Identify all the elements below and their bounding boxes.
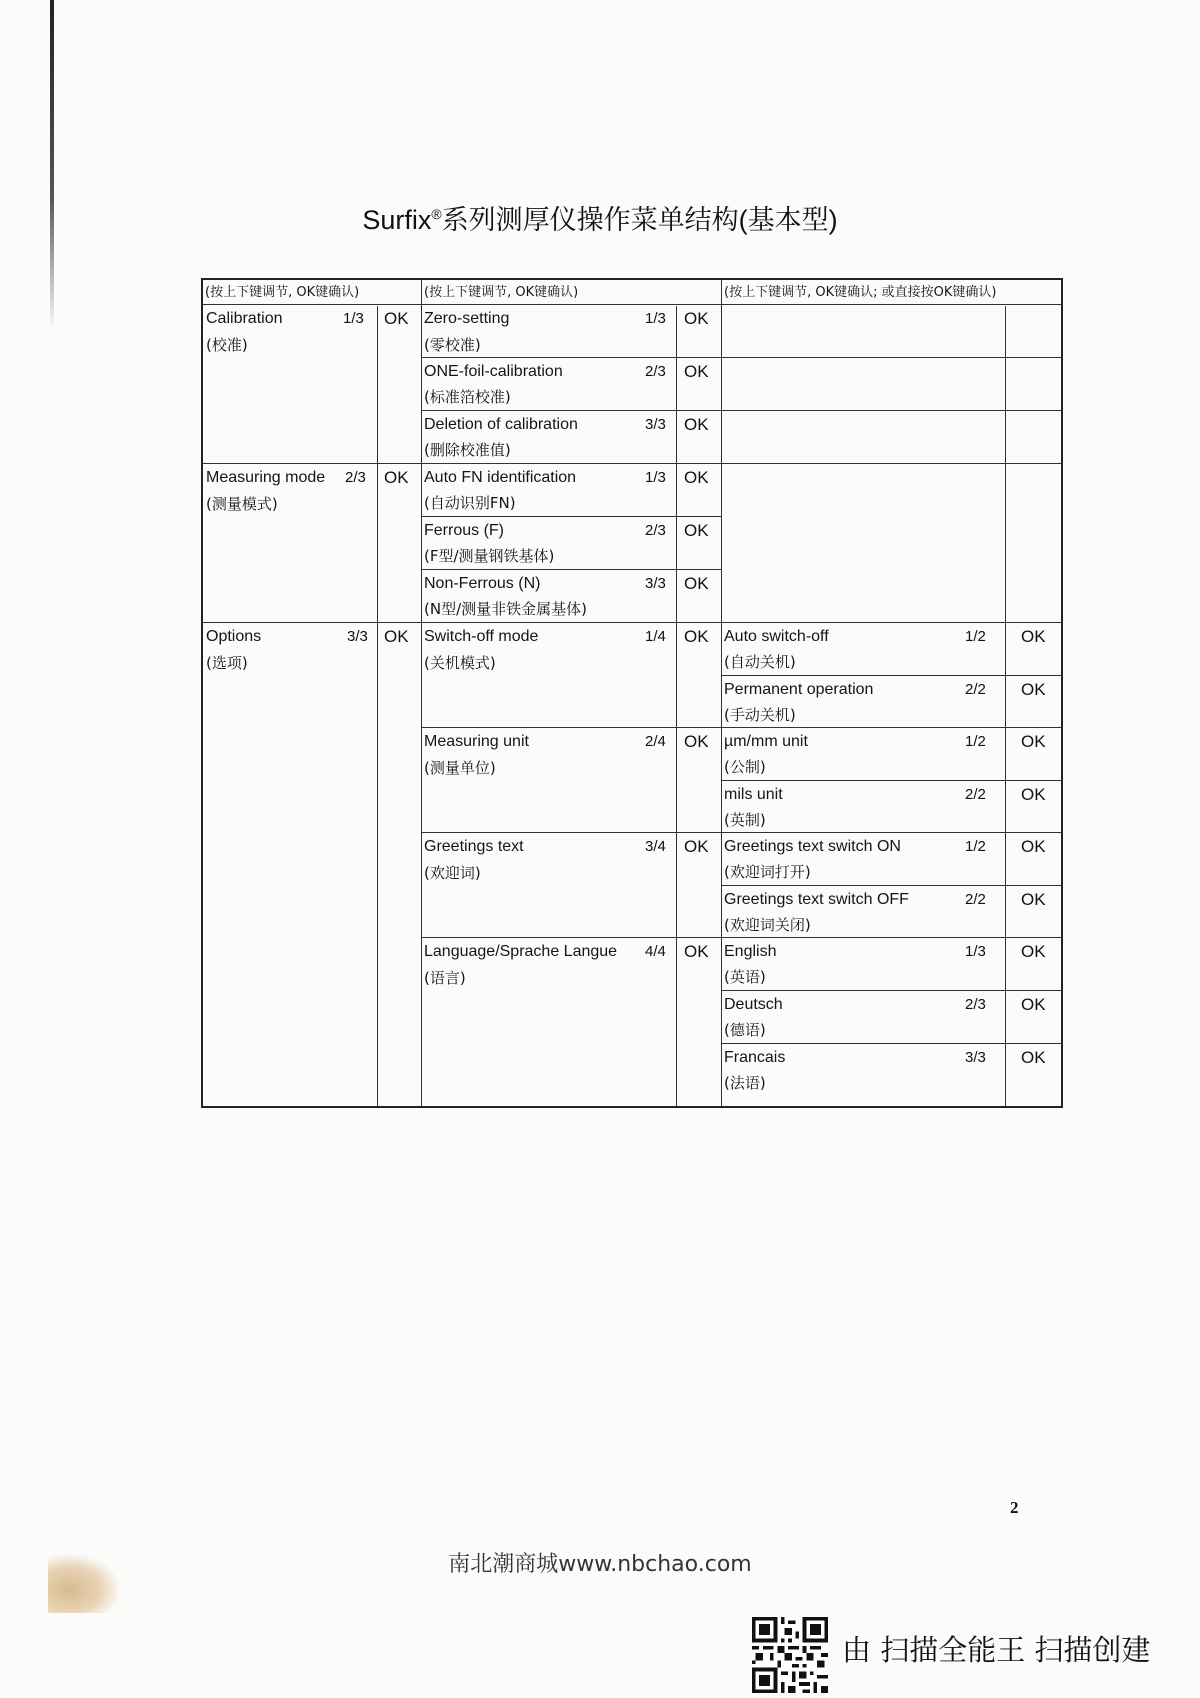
l2-sep-4	[421, 516, 721, 517]
l2-ok-key: OK	[684, 521, 709, 540]
l3-label-cn: (自动关机)	[724, 653, 796, 671]
l3-label-en: mils unit	[724, 786, 783, 803]
l3-ok-key: OK	[1021, 837, 1046, 856]
l3-label-en: Greetings text switch OFF	[724, 891, 909, 908]
l2-index: 3/4	[645, 838, 666, 855]
l3-ok-key: OK	[1021, 890, 1046, 909]
l2-index: 2/3	[645, 363, 666, 380]
l2-label-en: Auto FN identification	[424, 469, 577, 486]
l3-label-en: Francais	[724, 1049, 786, 1066]
l3-sep-7	[721, 780, 1061, 781]
l3-index: 1/2	[965, 838, 986, 855]
l1-label-en: Calibration	[206, 310, 283, 327]
l2-ok-key: OK	[684, 362, 709, 381]
header-level2: (按上下键调节, OK键确认)	[424, 285, 579, 300]
l1-ok-key: OK	[384, 309, 409, 328]
l3-index: 1/2	[965, 733, 986, 750]
l3-sep-1	[721, 357, 1061, 358]
col-line-1	[377, 306, 378, 1106]
l3-ok-key: OK	[1021, 732, 1046, 751]
l2-label-en: Ferrous (F)	[424, 522, 504, 539]
l1-label-cn: (选项)	[206, 654, 248, 672]
l2-label-en: Language/Sprache Langue	[424, 943, 618, 960]
l3-index: 1/3	[965, 943, 986, 960]
l2-ok-key: OK	[684, 574, 709, 593]
l3-label-en: Auto switch-off	[724, 628, 829, 645]
l2-index: 4/4	[645, 943, 666, 960]
l3-ok-key: OK	[1021, 942, 1046, 961]
l1-label-en: Measuring mode	[206, 469, 326, 486]
l3-sep-11	[721, 990, 1061, 991]
l2-label-en: Switch-off mode	[424, 628, 539, 645]
l3-sep-8	[721, 832, 1061, 833]
col-line-2	[421, 280, 422, 1106]
l2-index: 1/4	[645, 628, 666, 645]
l3-label-en: English	[724, 943, 777, 960]
l2-label-en: Non-Ferrous (N)	[424, 575, 541, 592]
l3-index: 2/2	[965, 891, 986, 908]
page-title	[0, 198, 1200, 237]
l1-label-en: Options	[206, 628, 262, 645]
l2-label-en: Greetings text	[424, 838, 524, 855]
l3-label-en: Deutsch	[724, 996, 783, 1013]
title-rest: 系列测厚仪操作菜单结构(基本型)	[441, 205, 838, 235]
l1-label-cn: (测量模式)	[206, 495, 278, 513]
l3-sep-3	[721, 463, 1061, 464]
l2-ok-key: OK	[684, 415, 709, 434]
l1-index: 1/3	[343, 310, 364, 327]
l2-sep-2	[421, 410, 721, 411]
l2-label-en: ONE-foil-calibration	[424, 363, 563, 380]
l2-label-cn: (零校准)	[424, 336, 481, 354]
l3-label-cn: (英语)	[724, 968, 766, 986]
l2-label-cn: (F型/测量钢铁基体)	[424, 547, 555, 565]
l2-label-cn: (测量单位)	[424, 759, 496, 777]
l2-sep-9	[421, 937, 721, 938]
l1-label-cn: (校准)	[206, 336, 248, 354]
l3-ok-key: OK	[1021, 785, 1046, 804]
l2-label-cn: (自动识别FN)	[424, 494, 516, 512]
l2-index: 1/3	[645, 310, 666, 327]
l3-label-cn: (手动关机)	[724, 706, 796, 724]
l3-index: 2/3	[965, 996, 986, 1013]
menu-structure-table	[201, 278, 1063, 1108]
header-level3: (按上下键调节, OK键确认; 或直接按OK键确认)	[724, 285, 997, 300]
col-line-5	[1005, 306, 1006, 1106]
l1-ok-key: OK	[384, 468, 409, 487]
l3-label-cn: (法语)	[724, 1074, 766, 1092]
l1-index: 2/3	[345, 469, 366, 486]
l3-label-en: Permanent operation	[724, 681, 874, 698]
l3-sep-5	[721, 675, 1061, 676]
l3-label-cn: (公制)	[724, 758, 766, 776]
l2-sep-5	[421, 569, 721, 570]
l2-index: 1/3	[645, 469, 666, 486]
l1-sep-2	[203, 622, 421, 623]
l3-ok-key: OK	[1021, 995, 1046, 1014]
l3-label-en: µm/mm unit	[724, 733, 808, 750]
l3-sep-2	[721, 410, 1061, 411]
l1-sep-1	[203, 463, 421, 464]
l1-index: 3/3	[347, 628, 368, 645]
l3-index: 1/2	[965, 628, 986, 645]
l3-label-cn: (德语)	[724, 1021, 766, 1039]
l2-sep-7	[421, 727, 721, 728]
l2-label-en: Deletion of calibration	[424, 416, 578, 433]
site-watermark: 南北潮商城www.nbchao.com	[448, 1552, 752, 1577]
l2-sep-8	[421, 832, 721, 833]
l2-index: 3/3	[645, 575, 666, 592]
l2-ok-key: OK	[684, 627, 709, 646]
l3-ok-key: OK	[1021, 627, 1046, 646]
header-level1: (按上下键调节, OK键确认)	[205, 285, 360, 300]
l2-index: 2/3	[645, 522, 666, 539]
l3-index: 3/3	[965, 1049, 986, 1066]
l3-label-en: Greetings text switch ON	[724, 838, 901, 855]
l2-ok-key: OK	[684, 468, 709, 487]
l2-label-en: Zero-setting	[424, 310, 510, 327]
l3-ok-key: OK	[1021, 1048, 1046, 1067]
l3-sep-4	[721, 622, 1061, 623]
l2-sep-6	[421, 622, 721, 623]
col-line-4	[721, 280, 722, 1106]
header-line	[203, 304, 1061, 305]
col-line-3	[676, 306, 677, 1106]
l2-label-cn: (N型/测量非铁金属基体)	[424, 600, 587, 618]
l2-ok-key: OK	[684, 309, 709, 328]
l2-ok-key: OK	[684, 942, 709, 961]
l3-sep-12	[721, 1043, 1061, 1044]
title-brand: Surfix	[362, 205, 432, 235]
l3-index: 2/2	[965, 681, 986, 698]
l2-index: 3/3	[645, 416, 666, 433]
l2-ok-key: OK	[684, 837, 709, 856]
l1-ok-key: OK	[384, 627, 409, 646]
l2-label-cn: (标准箔校准)	[424, 388, 511, 406]
l3-label-cn: (欢迎词打开)	[724, 863, 811, 881]
l2-label-cn: (删除校准值)	[424, 441, 511, 459]
page-number: 2	[1010, 1498, 1019, 1517]
l2-label-cn: (关机模式)	[424, 654, 496, 672]
l2-label-en: Measuring unit	[424, 733, 529, 750]
l3-ok-key: OK	[1021, 680, 1046, 699]
l3-sep-9	[721, 885, 1061, 886]
l2-ok-key: OK	[684, 732, 709, 751]
l3-label-cn: (英制)	[724, 811, 766, 829]
l2-label-cn: (语言)	[424, 969, 466, 987]
l2-index: 2/4	[645, 733, 666, 750]
scanner-app-credit: 由 扫描全能王 扫描创建	[842, 1633, 1151, 1667]
l2-label-cn: (欢迎词)	[424, 864, 481, 882]
scan-edge-shadow	[50, 0, 54, 330]
l2-sep-3	[421, 463, 721, 464]
title-registered-mark: ®	[431, 206, 442, 222]
l3-label-cn: (欢迎词关闭)	[724, 916, 811, 934]
l3-index: 2/2	[965, 786, 986, 803]
qr-code-icon	[752, 1617, 828, 1693]
